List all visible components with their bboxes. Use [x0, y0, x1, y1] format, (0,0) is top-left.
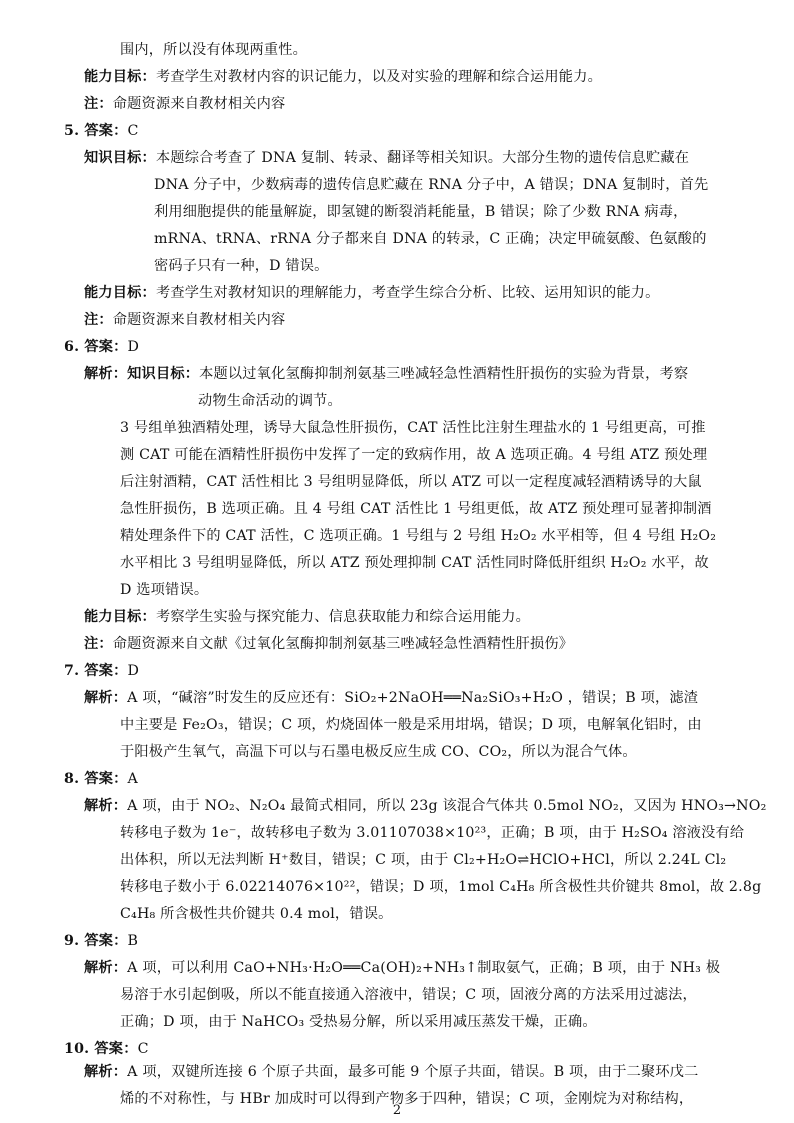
- body-text: 出体积，所以无法判断 H⁺数目，错误；C 项，由于 Cl₂+H₂O⇌HClO+HCl，所以 2.24L Cl₂: [120, 852, 727, 868]
- text-line: [84, 283, 660, 303]
- body-text: A 项，双键所连接 6 个原子共面，最多可能 9 个原子共面，错误。B 项，由于二聚环戊二: [127, 1064, 699, 1080]
- body-text: 烯的不对称性，与 HBr 加成时可以得到产物多于四种，错误；C 项，金刚烷为对称结构，: [120, 1091, 694, 1107]
- label-text: 注：: [84, 636, 113, 652]
- body-text: 转移电子数为 1e⁻，故转移电子数为 3.01107038×10²³，正确；B 项，由于 H₂SO₄ 溶液没有给: [120, 825, 745, 841]
- body-text: A 项，由于 NO₂、N₂O₄ 最简式相同，所以 23g 该混合气体共 0.5mol NO₂，又因为 HNO₃→NO₂: [127, 798, 767, 814]
- label-text: 5. 答案：: [64, 123, 128, 139]
- label-text: 解析：: [84, 960, 128, 976]
- label-text: 注：: [84, 96, 113, 112]
- body-text: 考察学生实验与探究能力、信息获取能力和综合运用能力。: [155, 609, 531, 625]
- label-text: 解析：: [84, 366, 128, 382]
- body-text: 命题资源来自教材相关内容: [112, 96, 286, 112]
- text-line: [120, 580, 208, 600]
- body-text: A 项，“碱溶”时发生的反应还有：SiO₂+2NaOH══Na₂SiO₃+H₂O ，错误；B 项，滤渣: [127, 690, 699, 706]
- body-text: 3 号组单独酒精处理，诱导大鼠急性肝损伤，CAT 活性比注射生理盐水的 1 号组更高，可推: [120, 420, 706, 436]
- text-line: [120, 418, 706, 438]
- label-text: 能力目标：: [84, 609, 156, 625]
- text-line: [120, 823, 744, 843]
- text-line: [154, 202, 688, 222]
- text-line: [120, 904, 392, 924]
- body-text: 正确；D 项，由于 NaHCO₃ 受热易分解，所以采用减压蒸发干燥，正确。: [120, 1014, 597, 1030]
- body-text: 水平相比 3 号组明显降低，所以 ATZ 预处理抑制 CAT 活性同时降低肝组织 H₂O₂ 水平，故: [120, 555, 709, 571]
- body-text: 测 CAT 可能在酒精性肝损伤中发挥了一定的致病作用，故 A 选项正确。4 号组 ATZ 预处理: [120, 447, 708, 463]
- label-text: 解析：: [84, 798, 128, 814]
- body-text: A: [127, 771, 138, 787]
- text-line: [120, 499, 712, 519]
- text-line: [64, 769, 138, 789]
- body-text: 本题综合考查了 DNA 复制、转录、翻译等相关知识。大部分生物的遗传信息贮藏在: [155, 150, 690, 166]
- text-line: [84, 364, 688, 384]
- text-line: [64, 661, 139, 681]
- text-line: [84, 67, 602, 87]
- label-text: 能力目标：: [84, 285, 156, 301]
- label-text: 10. 答案：: [64, 1041, 138, 1057]
- body-text: 动物生命活动的调节。: [198, 393, 342, 409]
- body-text: 中主要是 Fe₂O₃，错误；C 项，灼烧固体一般是采用坩埚，错误；D 项，电解氧化铝时，由: [120, 717, 702, 733]
- body-text: D 选项错误。: [120, 582, 209, 598]
- label-text: 解析：: [84, 1064, 128, 1080]
- body-text: C: [137, 1041, 149, 1057]
- text-line: [84, 958, 720, 978]
- text-line: [198, 391, 342, 411]
- text-line: [120, 877, 761, 897]
- text-line: [64, 1039, 149, 1059]
- text-line: [84, 94, 285, 114]
- body-text: 急性肝损伤，B 选项正确。且 4 号组 CAT 活性比 1 号组更低，故 ATZ 预处理可显著抑制酒: [120, 501, 712, 517]
- label-text: 解析：: [84, 690, 128, 706]
- body-text: 密码子只有一种，D 错误。: [154, 258, 329, 274]
- body-text: D: [127, 339, 140, 355]
- body-text: 围内，所以没有体现两重性。: [120, 42, 308, 58]
- label-text: 6. 答案：: [64, 339, 128, 355]
- text-line: [120, 742, 637, 762]
- page-number: 2: [392, 1103, 402, 1118]
- body-text: 利用细胞提供的能量解旋，即氢键的断裂消耗能量，B 错误；除了少数 RNA 病毒，: [154, 204, 688, 220]
- text-line: [84, 310, 285, 330]
- text-line: [64, 121, 139, 141]
- body-text: 易溶于水引起倒吸，所以不能直接通入溶液中，错误；C 项，固液分离的方法采用过滤法，: [120, 987, 697, 1003]
- body-text: D: [127, 663, 140, 679]
- text-line: [120, 40, 307, 60]
- label-text: 能力目标：: [84, 69, 156, 85]
- body-text: 本题以过氧化氢酶抑制剂氨基三唑减轻急性酒精性肝损伤的实验为背景，考察: [199, 366, 689, 382]
- body-text: 后注射酒精，CAT 活性相比 3 号组明显降低，所以 ATZ 可以一定程度减轻酒精诱导的大鼠: [120, 474, 702, 490]
- body-text: A 项，可以利用 CaO+NH₃·H₂O══Ca(OH)₂+NH₃↑制取氨气，正确；B 项，由于 NH₃ 极: [127, 960, 721, 976]
- text-line: [120, 526, 716, 546]
- text-line: [84, 688, 698, 708]
- text-line: [120, 985, 697, 1005]
- body-text: 转移电子数小于 6.02214076×10²²，错误；D 项，1mol C₄H₈ 所含极性共价键共 8mol，故 2.8g: [120, 879, 762, 895]
- text-line: [154, 175, 708, 195]
- body-text: C: [127, 123, 139, 139]
- body-text: 于阳极产生氧气，高温下可以与石墨电极反应生成 CO、CO₂，所以为混合气体。: [120, 744, 637, 760]
- body-text: 命题资源来自文献《过氧化氢酶抑制剂氨基三唑减轻急性酒精性肝损伤》: [112, 636, 574, 652]
- text-line: [84, 796, 766, 816]
- label-text: 9. 答案：: [64, 933, 128, 949]
- text-line: [120, 472, 702, 492]
- text-line: [64, 337, 139, 357]
- text-line: [154, 256, 329, 276]
- body-text: B: [127, 933, 139, 949]
- text-line: [84, 607, 530, 627]
- label-text: 注：: [84, 312, 113, 328]
- label-text: 7. 答案：: [64, 663, 128, 679]
- text-line: [120, 850, 726, 870]
- text-line: [120, 715, 702, 735]
- body-text: C₄H₈ 所含极性共价键共 0.4 mol，错误。: [120, 906, 393, 922]
- text-line: [84, 148, 689, 168]
- text-line: [120, 553, 709, 573]
- text-line: [120, 1012, 597, 1032]
- label-text: 8. 答案：: [64, 771, 128, 787]
- body-text: DNA 分子中，少数病毒的遗传信息贮藏在 RNA 分子中，A 错误；DNA 复制时，首先: [154, 177, 709, 193]
- label-text: 知识目标：: [84, 150, 156, 166]
- body-text: 考查学生对教材内容的识记能力，以及对实验的理解和综合运用能力。: [155, 69, 602, 85]
- body-text: 命题资源来自教材相关内容: [112, 312, 286, 328]
- body-text: 精处理条件下的 CAT 活性，C 选项正确。1 号组与 2 号组 H₂O₂ 水平相等，但 4 号组 H₂O₂: [120, 528, 717, 544]
- text-line: [120, 445, 707, 465]
- text-line: [84, 634, 573, 654]
- text-line: [64, 931, 138, 951]
- text-line: [154, 229, 707, 249]
- text-line: [84, 1062, 699, 1082]
- body-text: mRNA、tRNA、rRNA 分子都来自 DNA 的转录，C 正确；决定甲硫氨酸、色氨酸的: [154, 231, 707, 247]
- body-text: 考查学生对教材知识的理解能力，考查学生综合分析、比较、运用知识的能力。: [155, 285, 660, 301]
- label-text: 知识目标：: [127, 366, 200, 382]
